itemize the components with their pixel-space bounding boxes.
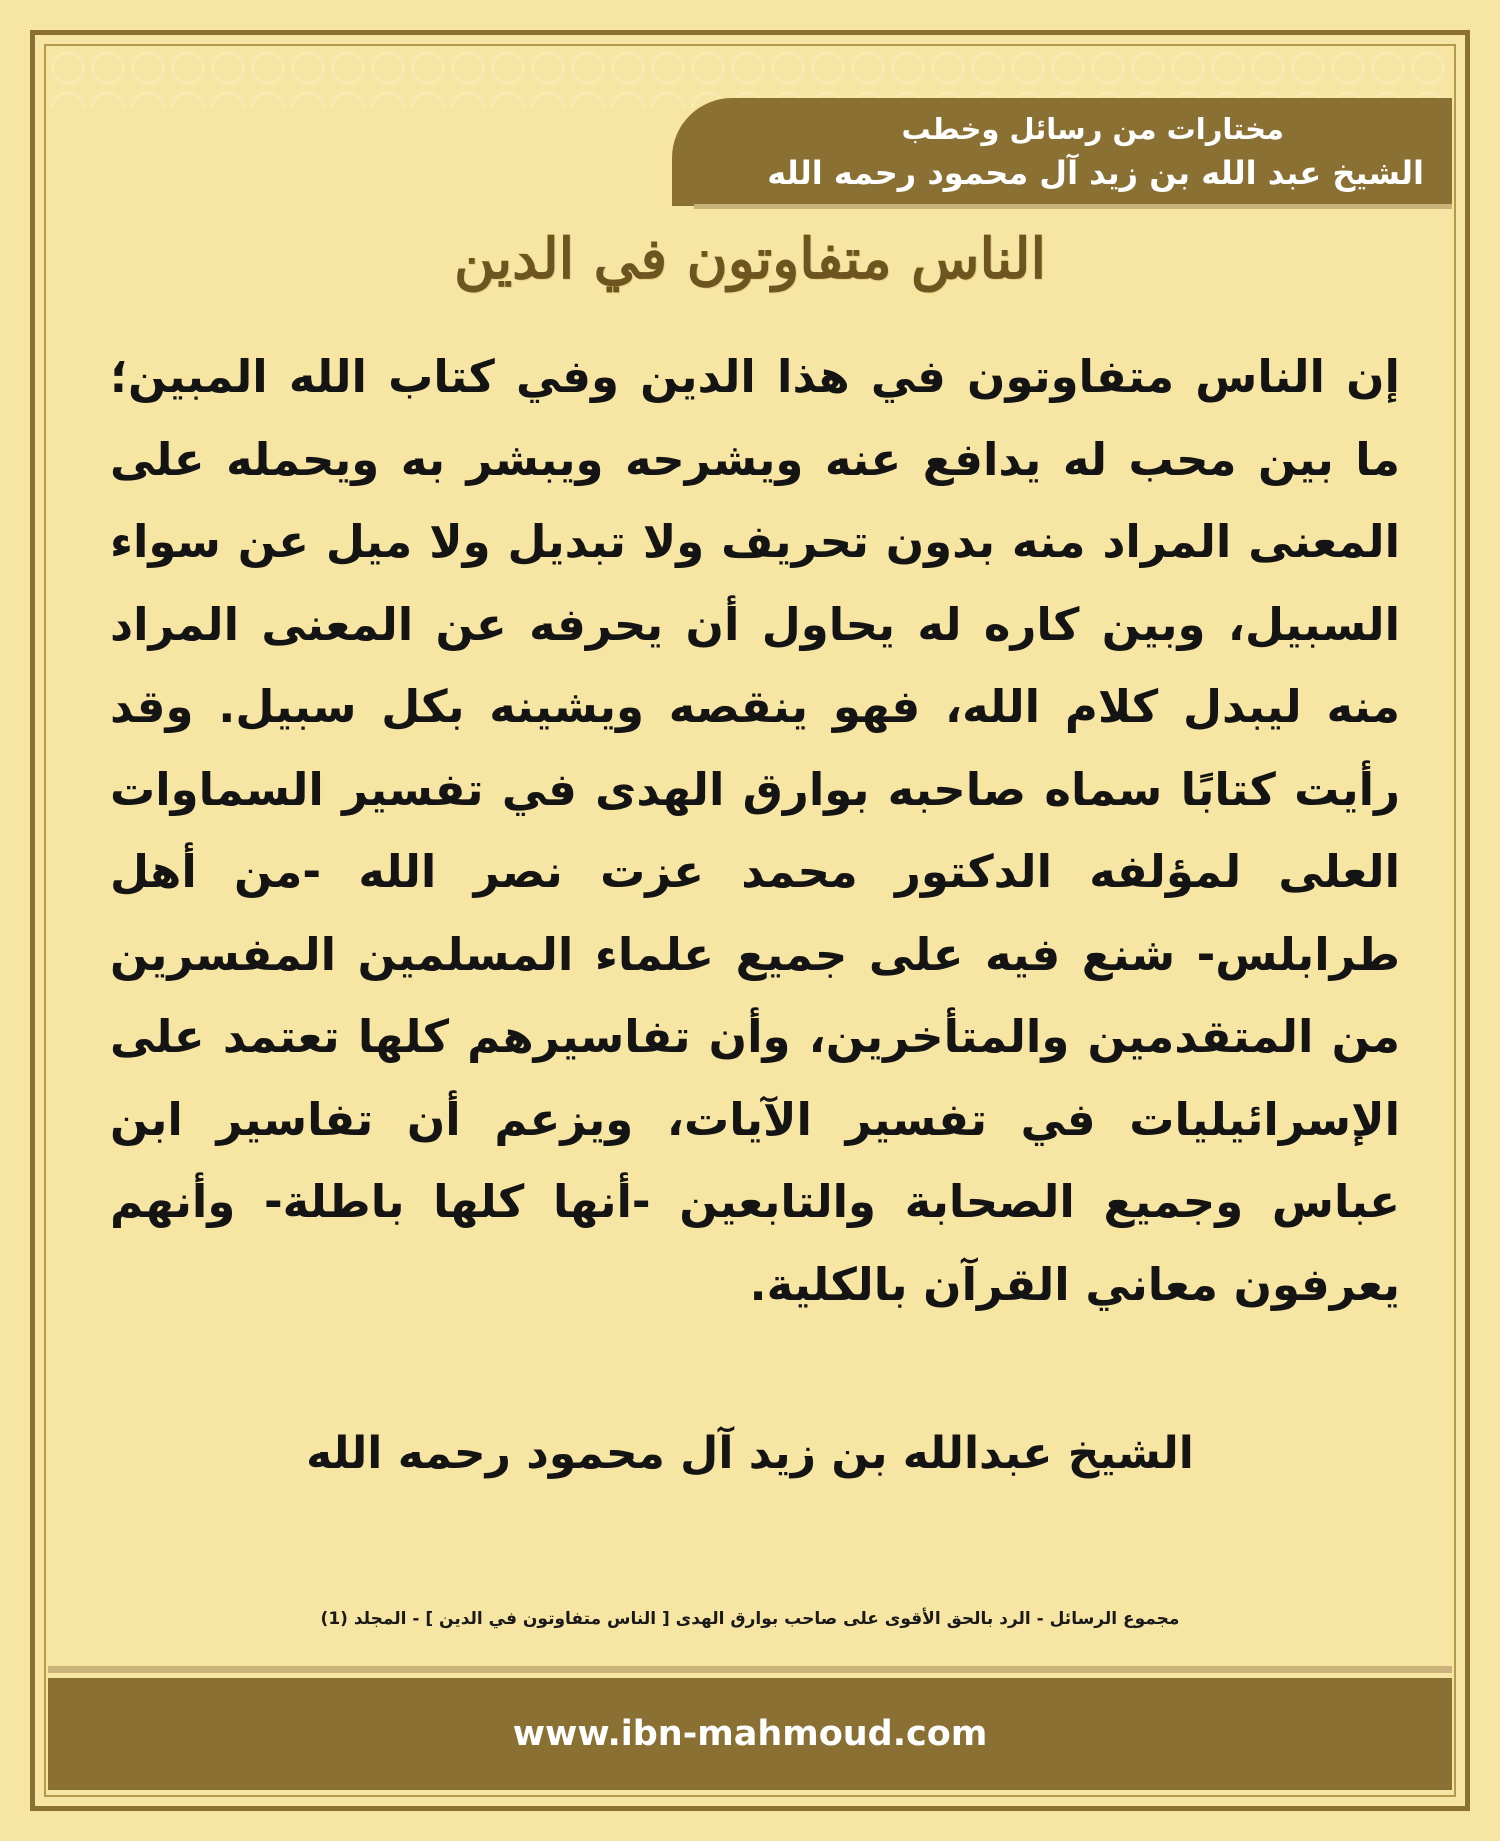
header-ribbon xyxy=(672,98,1452,206)
header-author: الشيخ عبد الله بن زيد آل محمود رحمه الله xyxy=(767,154,1424,192)
body-paragraph: إن الناس متفاوتون في هذا الدين وفي كتاب الله المبين؛ ما بين محب له يدافع عنه ويشرحه ويبشر به ويحمله على المعنى المراد منه بدون تحريف ولا تبديل ولا ميل عن سواء السبيل، وبين كاره له يحاول أن يحرفه عن المعنى المراد منه ليبدل كلام الله، فهو ينقصه ويشينه بكل سبيل. وقد رأيت كتابًا سماه صاحبه بوارق الهدى في تفسير السماوات العلى لمؤلفه الدكتور محمد عزت نصر الله -من أهل طرابلس- شنع فيه على جميع علماء المسلمين المفسرين من المتقدمين والمتأخرين، وأن تفاسيرهم كلها تعتمد على الإسرائيليات في تفسير الآيات، ويزعم أن تفاسير ابن عباس وجميع الصحابة والتابعين -أنها كلها باطلة- وأنهم يعرفون معاني القرآن بالكلية. xyxy=(110,350,1400,1311)
footer-bar xyxy=(48,1678,1452,1790)
website-link[interactable]: www.ibn-mahmoud.com xyxy=(512,1714,988,1754)
signature: الشيخ عبدالله بن زيد آل محمود رحمه الله xyxy=(306,1428,1194,1479)
page-title: الناس متفاوتون في الدين xyxy=(453,226,1047,292)
header-series-title: مختارات من رسائل وخطب xyxy=(901,112,1284,146)
source-reference: مجموع الرسائل - الرد بالحق الأقوى على صاحب بوارق الهدى [ الناس متفاوتون في الدين ] - المجلد (1) xyxy=(320,1609,1180,1629)
header-ribbon-edge xyxy=(694,204,1452,209)
footer-separator xyxy=(48,1666,1452,1673)
